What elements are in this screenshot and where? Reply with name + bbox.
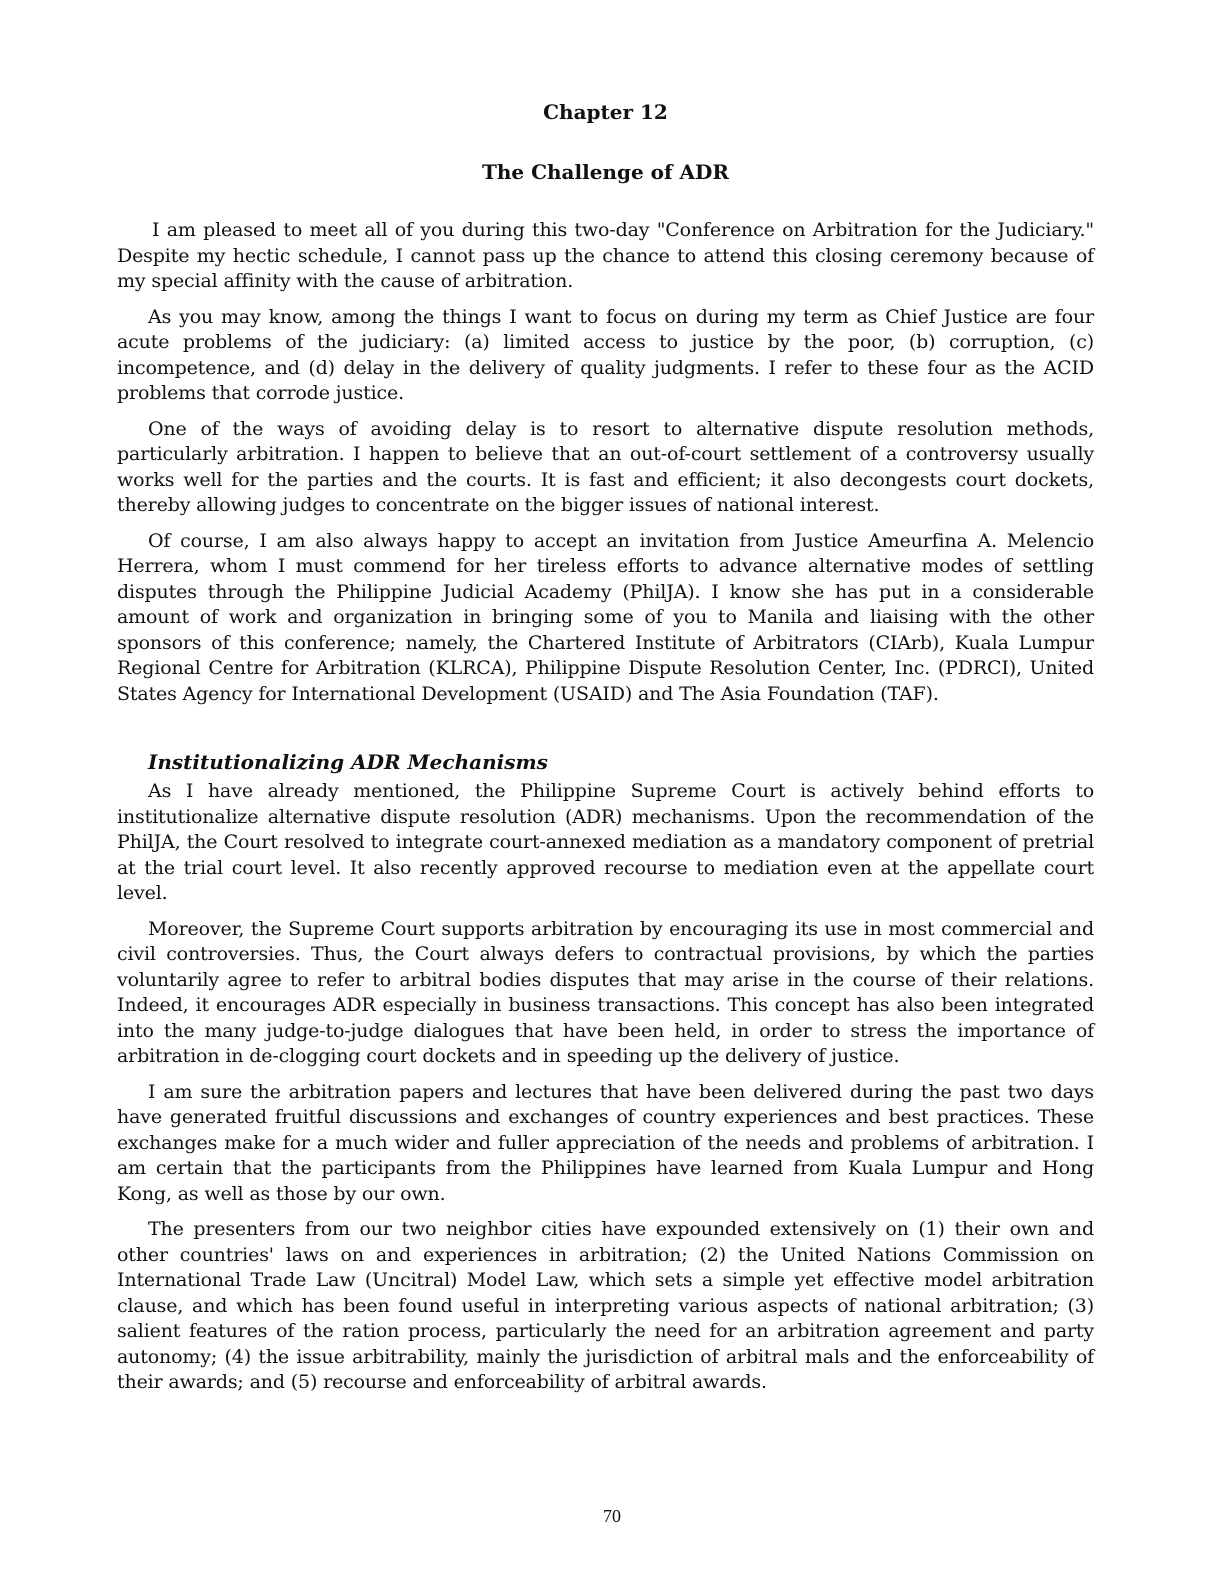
document-page: [117, 98, 1094, 1406]
intro-paragraph: I am pleased to meet all of you during this two-day "Conference on Arbitration for the Judiciary." Despite my hectic schedule, I cannot pass up the chance to attend this closing ceremony because of my special affinity with the cause of arbitration.: [117, 219, 1094, 292]
intro-paragraph: As you may know, among the things I want to focus on during my term as Chief Justice are four acute problems of the judiciary: (a) limited access to justice by the poor, (b) corruption, (c) incompetence, and (d) delay in the delivery of quality judgments. I refer to these four as the ACID problems that corrode justice.: [117, 305, 1094, 404]
section-heading: Institutionalizing ADR Mechanisms: [148, 750, 548, 774]
intro-paragraph: Of course, I am also always happy to accept an invitation from Justice Ameurfina A. Melencio Herrera, whom I must commend for her tireless efforts to advance alternative modes of settling disputes through the Philippine Judicial Academy (PhilJA). I know she has put in a considerable amount of work and organization in bringing some of you to Manila and liaising with the other sponsors of this conference; namely, the Chartered Institute of Arbitrators (CIArb), Kuala Lumpur Regional Centre for Arbitration (KLRCA), Philippine Dispute Resolution Center, Inc. (PDRCI), United States Agency for International Development (USAID) and The Asia Foundation (TAF).: [117, 529, 1094, 705]
section-paragraph: Moreover, the Supreme Court supports arbitration by encouraging its use in most commercial and civil controversies. Thus, the Court always defers to contractual provisions, by which the parties voluntarily agree to refer to arbitral bodies disputes that may arise in the course of their relations. Indeed, it encourages ADR especially in business transactions. This concept has also been integrated into the many judge-to-judge dialogues that have been held, in order to stress the importance of arbitration in de-clogging court dockets and in speeding up the delivery of justice.: [117, 917, 1094, 1067]
section-paragraph: As I have already mentioned, the Philippine Supreme Court is actively behind efforts to institutionalize alternative dispute resolution (ADR) mechanisms. Upon the recommendation of the PhilJA, the Court resolved to integrate court-annexed mediation as a mandatory component of pretrial at the trial court level. It also recently approved recourse to mediation even at the appellate court level.: [117, 780, 1094, 904]
chapter-label: Chapter 12: [543, 100, 668, 124]
section-paragraph: The presenters from our two neighbor cities have expounded extensively on (1) their own and other countries' laws on and experiences in arbitration; (2) the United Nations Commission on International Trade Law (Uncitral) Model Law, which sets a simple yet effective model arbitration clause, and which has been found useful in interpreting various aspects of national arbitration; (3) salient features of the ration process, particularly the need for an arbitration agreement and party autonomy; (4) the issue arbitrability, mainly the jurisdiction of arbitral mals and the enforceability of their awards; and (5) recourse and enforceability of arbitral awards.: [117, 1218, 1094, 1393]
chapter-title: The Challenge of ADR: [481, 160, 730, 184]
section-paragraph: I am sure the arbitration papers and lectures that have been delivered during the past two days have generated fruitful discussions and exchanges of country experiences and best practices. These exchanges make for a much wider and fuller appreciation of the needs and problems of arbitration. I am certain that the participants from the Philippines have learned from Kuala Lumpur and Hong Kong, as well as those by our own.: [117, 1080, 1094, 1205]
page-number: 70: [603, 1506, 621, 1526]
intro-paragraph: One of the ways of avoiding delay is to resort to alternative dispute resolution methods, particularly arbitration. I happen to believe that an out-of-court settlement of a controversy usually works well for the parties and the courts. It is fast and efficient; it also decongests court dockets, thereby allowing judges to concentrate on the bigger issues of national interest.: [117, 417, 1094, 516]
